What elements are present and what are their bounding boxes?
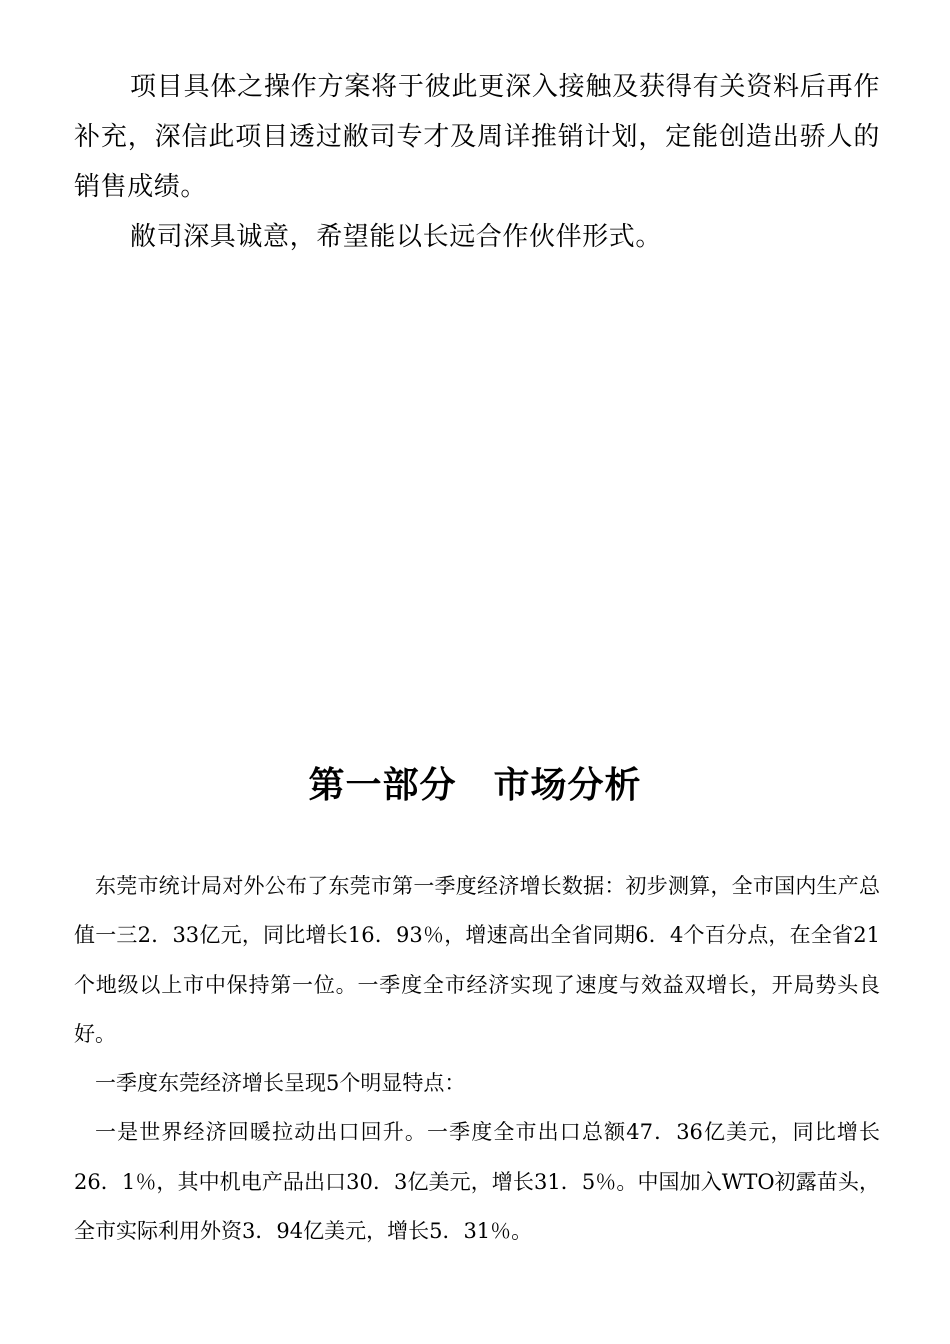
intro-section bbox=[74, 62, 880, 262]
body-paragraph: 一是世界经济回暖拉动出口回升。一季度全市出口总额47．36亿美元，同比增长26．1％，其中机电产品出口30．3亿美元，增长31．5％。中国加入WTO初露苗头，全市实际利用外资3．94亿美元，增长5．31％。 bbox=[74, 1120, 880, 1244]
intro-paragraph: 项目具体之操作方案将于彼此更深入接触及获得有关资料后再作补充，深信此项目透过敝司专才及周详推销计划，定能创造出骄人的销售成绩。 bbox=[74, 72, 880, 202]
market-analysis-body bbox=[74, 862, 880, 1256]
body-paragraph: 一季度东莞经济增长呈现5个明显特点： bbox=[95, 1071, 466, 1096]
body-paragraph: 东莞市统计局对外公布了东莞市第一季度经济增长数据：初步测算，全市国内生产总值一三2．33亿元，同比增长16．93％，增速高出全省同期6．4个百分点，在全省21个地级以上市中保持第一位。一季度全市经济实现了速度与效益双增长，开局势头良好。 bbox=[74, 874, 880, 1046]
section-title: 第一部分 市场分析 bbox=[308, 765, 642, 806]
intro-closing-paragraph: 敝司深具诚意，希望能以长远合作伙伴形式。 bbox=[130, 222, 663, 252]
